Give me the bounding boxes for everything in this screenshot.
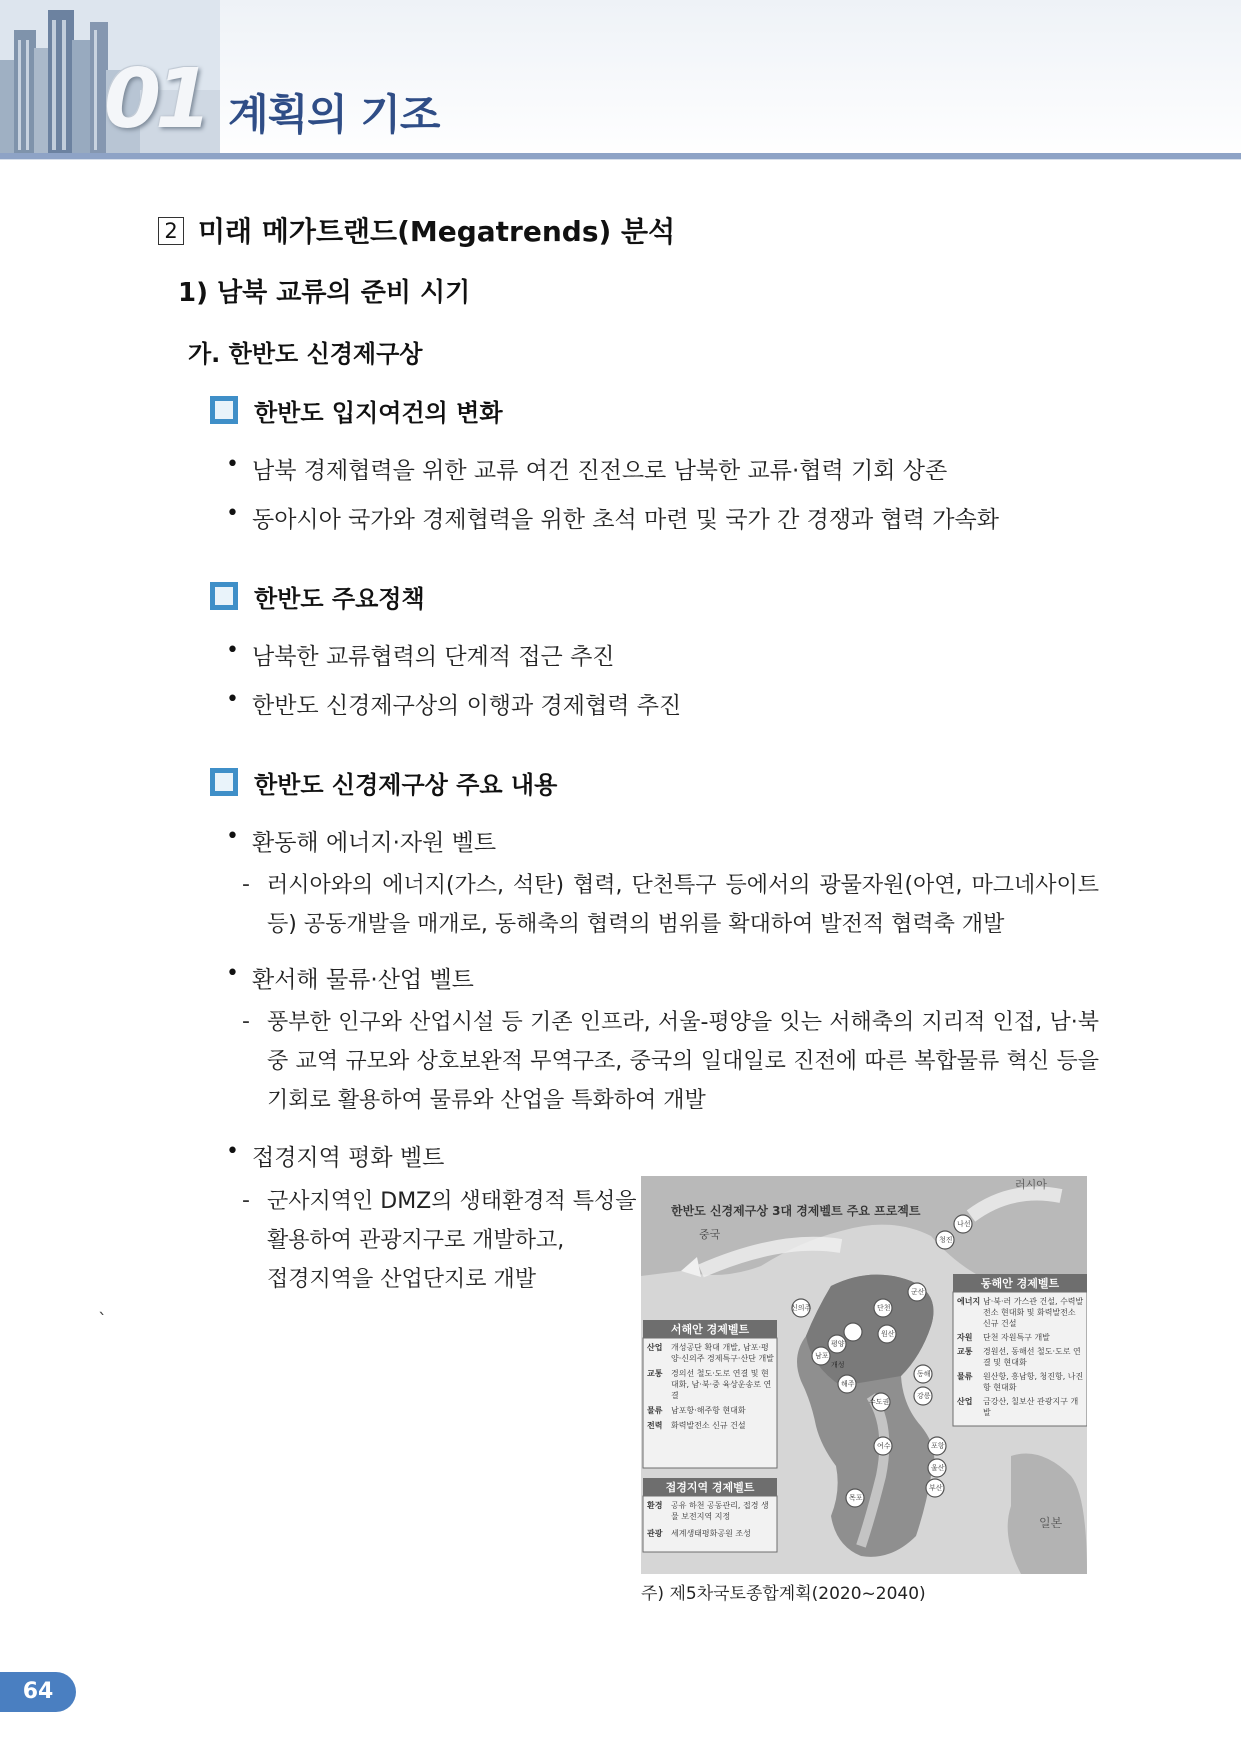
belt-row-key: 교통 [647, 1369, 663, 1378]
square-bullet-icon [210, 768, 238, 796]
square-bullet-icon [210, 396, 238, 424]
map-city-label: 수도권 [869, 1398, 890, 1406]
belt-row-key: 산업 [647, 1343, 663, 1352]
belt-row [647, 1405, 775, 1416]
map-country-label: 러시아 [1015, 1178, 1047, 1191]
belt-row [647, 1368, 775, 1401]
belt-row [647, 1528, 775, 1539]
belt-row-key: 산업 [957, 1397, 973, 1406]
map-city-label: 남포 [815, 1352, 829, 1360]
belt-row-value: 단천 자원특구 개발 [983, 1333, 1050, 1342]
belt-row-value: 남·북·러 가스관 건설, 수력발전소 현대화 및 화력발전소 신규 건설 [983, 1297, 1084, 1328]
map-city-label: 신의주 [791, 1304, 812, 1312]
belt-row [957, 1371, 1085, 1393]
subsubsection-title: 가. 한반도 신경제구상 [188, 340, 423, 368]
map-city-label: 부산 [929, 1484, 943, 1492]
detail-line: 접경지역을 산업단지로 개발 [267, 1267, 537, 1292]
map-country-label: 일본 [1039, 1516, 1063, 1530]
page-number: 64 [0, 1672, 76, 1712]
map-country-label: 중국 [699, 1228, 721, 1241]
chapter-header [0, 0, 1241, 160]
belt-row [957, 1332, 1085, 1343]
west-belt-title: 서해안 경제벨트 [670, 1323, 750, 1336]
east-belt-rows [957, 1296, 1085, 1418]
belt-row-key: 교통 [957, 1347, 973, 1356]
bullet-text: 남북 경제협력을 위한 교류 여건 진전으로 남북한 교류·협력 기회 상존 [252, 458, 948, 484]
map-city-label: 해주 [841, 1380, 855, 1388]
bullet-text: 환동해 에너지·자원 벨트 [252, 830, 497, 856]
belt-row-key: 에너지 [957, 1297, 981, 1306]
bullet-text: 한반도 신경제구상의 이행과 경제협력 추진 [252, 693, 682, 719]
map-city-label: 여수 [877, 1442, 891, 1450]
map-city-label: 개성 [831, 1361, 845, 1369]
belt-row-key: 관광 [647, 1529, 663, 1538]
border-belt-title: 접경지역 경제벨트 [665, 1481, 755, 1494]
bullet-dot-icon: • [226, 638, 239, 663]
belt-row-value: 개성공단 확대 개발, 남포·평양·신의주 경제특구·산단 개발 [671, 1343, 774, 1363]
dash-icon: - [242, 1188, 250, 1213]
stray-mark: ` [98, 1310, 107, 1331]
map-city-label: 청진 [939, 1236, 953, 1244]
belt-row-key: 전력 [647, 1421, 663, 1430]
belt-row-key: 물류 [957, 1372, 973, 1381]
belt-row [647, 1420, 775, 1431]
east-belt-title: 동해안 경제벨트 [980, 1277, 1060, 1290]
bullet-text: 접경지역 평화 벨트 [252, 1145, 445, 1171]
belt-row-key: 환경 [647, 1501, 663, 1510]
map-city-label: 포항 [931, 1442, 945, 1450]
belt-row-value: 화력발전소 신규 건설 [671, 1421, 746, 1430]
belt-row [957, 1346, 1085, 1368]
bullet-dot-icon: • [226, 687, 239, 712]
belt-row-value: 공유 하천 공동관리, 접경 생물 보전지역 지정 [671, 1501, 769, 1521]
chapter-number: 01 [104, 52, 207, 147]
section-number-box: 2 [158, 217, 184, 245]
bullet-text: 환서해 물류·산업 벨트 [252, 967, 474, 993]
section-title [158, 210, 675, 250]
bullet-dot-icon: • [226, 1139, 239, 1164]
bullet-dot-icon: • [226, 452, 239, 477]
belt-row-value: 원산항, 흥남항, 청진항, 나진항 현대화 [983, 1372, 1084, 1392]
block-heading: 한반도 주요정책 [254, 585, 425, 613]
map-city-label: 나선 [957, 1220, 971, 1228]
map-city-label: 강릉 [917, 1392, 931, 1400]
map-city-label: 울산 [931, 1464, 945, 1472]
map-city-label: 평양 [831, 1340, 845, 1348]
detail-line: 활용하여 관광지구로 개발하고, [267, 1228, 565, 1253]
map-city-label: 원산 [881, 1330, 895, 1338]
bullet-dot-icon: • [226, 501, 239, 526]
detail-line: 군사지역인 DMZ의 생태환경적 특성을 [267, 1189, 637, 1214]
block-heading: 한반도 신경제구상 주요 내용 [254, 771, 558, 799]
border-belt-rows [647, 1500, 775, 1539]
detail-paragraph: 러시아와의 에너지(가스, 석탄) 협력, 단천특구 등에서의 광물자원(아연, 마그네사이트 등) 공동개발을 매개로, 동해축의 협력의 범위를 확대하여 발전적 협력축 개발 [267, 873, 1099, 937]
belt-row [957, 1296, 1085, 1329]
block-heading: 한반도 입지여건의 변화 [254, 399, 503, 427]
belt-row-key: 물류 [647, 1406, 663, 1415]
bullet-dot-icon: • [226, 824, 239, 849]
belt-row [957, 1396, 1085, 1418]
detail-paragraph: 풍부한 인구와 산업시설 등 기존 인프라, 서울-평양을 잇는 서해축의 지리적 인접, 남·북중 교역 규모와 상호보완적 무역구조, 중국의 일대일로 진전에 따른 복합물류 혁신 등을 기회로 활용하여 물류와 산업을 특화하여 개발 [267, 1010, 1099, 1113]
detail-paragraph [267, 1182, 647, 1299]
economic-belt-map [641, 1176, 1087, 1574]
belt-row-value: 경원선, 동해선 철도·도로 연결 및 현대화 [983, 1347, 1081, 1367]
belt-row-value: 경의선 철도·도로 연결 및 현대화, 남·북·중 육상운송로 연결 [671, 1369, 772, 1400]
bullet-dot-icon: • [226, 961, 239, 986]
bullet-text: 동아시아 국가와 경제협력을 위한 초석 마련 및 국가 간 경쟁과 협력 가속화 [252, 507, 999, 533]
subsection-title: 1) 남북 교류의 준비 시기 [178, 278, 471, 308]
belt-row-value: 세계생태평화공원 조성 [671, 1529, 751, 1538]
square-bullet-icon [210, 582, 238, 610]
dash-icon: - [242, 872, 250, 897]
belt-row [647, 1342, 775, 1364]
chapter-title: 계획의 기조 [228, 90, 440, 139]
belt-row-value: 남포항·해주항 현대화 [671, 1406, 746, 1415]
belt-row-key: 자원 [957, 1333, 973, 1342]
map-city-label: 동해 [917, 1370, 931, 1378]
belt-row [647, 1500, 775, 1522]
header-rule-light [0, 159, 1241, 160]
west-belt-rows [647, 1342, 775, 1431]
dash-icon: - [242, 1009, 250, 1034]
bullet-text: 남북한 교류협력의 단계적 접근 추진 [252, 644, 615, 670]
map-city-label: 군산 [911, 1288, 925, 1296]
map-title: 한반도 신경제구상 3대 경제벨트 주요 프로젝트 [671, 1204, 921, 1218]
map-caption: 주) 제5차국토종합계획(2020~2040) [641, 1584, 926, 1604]
section-title-text: 미래 메가트랜드(Megatrends) 분석 [198, 215, 676, 248]
map-city-label: 단천 [877, 1304, 891, 1312]
belt-row-value: 금강산, 칠보산 관광지구 개발 [983, 1397, 1079, 1417]
map-city-label: 목포 [849, 1494, 863, 1502]
